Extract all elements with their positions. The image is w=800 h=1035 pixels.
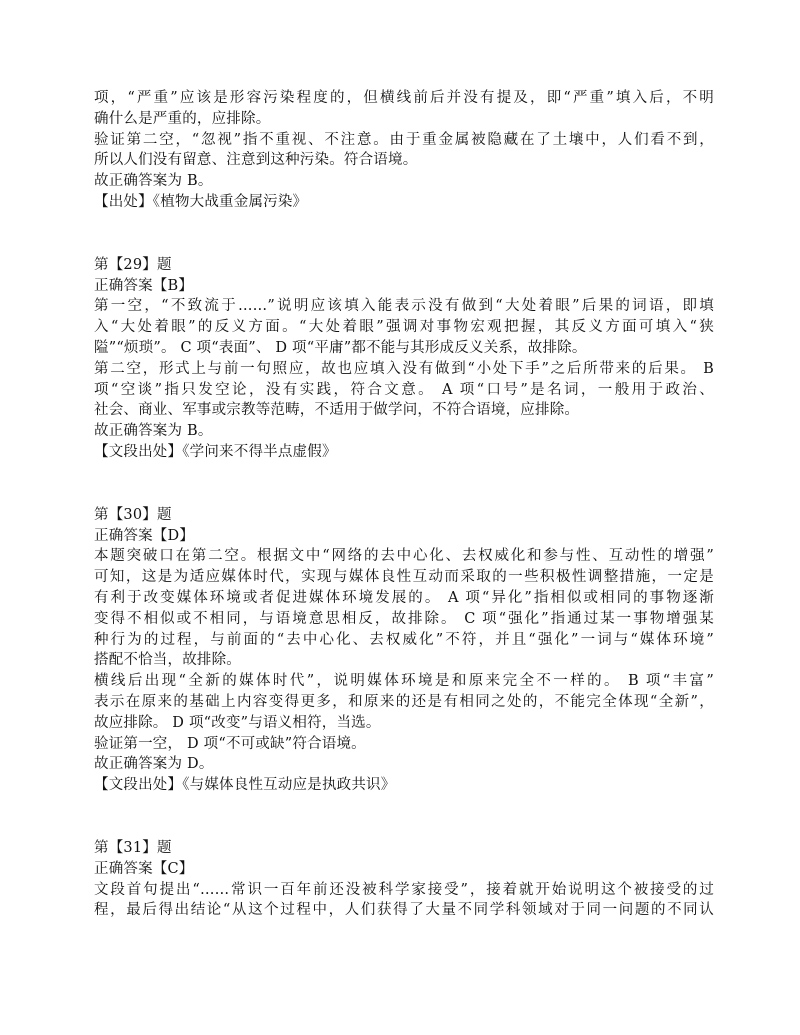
document-page [94,88,714,921]
explanation-line: 故应排除。 D 项“改变”与语义相符，当选。 [94,714,381,731]
question-title: 第【30】题 [94,506,172,523]
explanation-line: 第二空，形式上与前一句照应，故也应填入没有做到“小处下手”之后所带来的后果。 B [94,360,714,377]
explanation-line: 第一空，“不致流于……”说明应该填入能表示没有做到“大处着眼”后果的词语，即填 [94,298,714,315]
explanation-line: 入“大处着眼”的反义方面。“大处着眼”强调对事物宏观把握，其反义方面可填入“狭 [94,319,714,336]
explanation-line: 故正确答案为 D。 [94,756,214,773]
question-29 [94,255,714,463]
question-30 [94,505,714,796]
explanation-line: 验证第一空， D 项“不可或缺”符合语境。 [94,735,366,752]
explanation-line: 本题突破口在第二空。根据文中“网络的去中心化、去权威化和参与性、互动性的增强” [94,548,714,565]
intro-line: 故正确答案为 B。 [94,173,213,190]
source-line: 【文段出处】《学问来不得半点虚假》 [94,443,337,460]
explanation-line: 社会、商业、军事或宗教等范畴，不适用于做学问，不符合语境，应排除。 [94,402,580,419]
explanation-line: 变得不相似或不相同，与语境意思相反，故排除。 C 项“强化”指通过某一事物增强某 [94,610,714,627]
explanation-line: 种行为的过程，与前面的“去中心化、去权威化”不符，并且“强化”一词与“媒体环境” [94,631,714,648]
explanation-line: 程，最后得出结论“从这个过程中，人们获得了大量不同学科领域对于同一问题的不同认 [94,902,714,919]
correct-answer: 正确答案【D】 [94,527,195,544]
question-31 [94,838,714,921]
intro-source: 【出处】《植物大战重金属污染》 [94,193,308,210]
explanation-line: 项“空谈”指只发空论，没有实践，符合文意。 A 项“口号”是名词，一般用于政治、 [94,381,714,398]
question-title: 第【31】题 [94,839,172,856]
explanation-line: 表示在原来的基础上内容变得更多，和原来的还是有相同之处的，不能完全体现“全新”， [94,693,714,710]
intro-line: 项，“严重”应该是形容污染程度的，但横线前后并没有提及，即“严重”填入后，不明 [94,90,714,106]
intro-line: 验证第二空，“忽视”指不重视、不注意。由于重金属被隐藏在了土壤中，人们看不到， [94,131,714,148]
explanation-line: 横线后出现“全新的媒体时代”，说明媒体环境是和原来完全不一样的。 B 项“丰富” [94,673,714,690]
explanation-line: 有利于改变媒体环境或者促进媒体环境发展的。 A 项“异化”指相似或相同的事物逐渐 [94,589,714,606]
question-title: 第【29】题 [94,256,172,273]
explanation-line: 可知，这是为适应媒体时代，实现与媒体良性互动而采取的一些积极性调整措施，一定是 [94,569,714,586]
explanation-line: 故正确答案为 B。 [94,423,213,440]
explanation-line: 隘”“烦琐”。 C 项“表面”、 D 项“平庸”都不能与其形成反义关系，故排除。 [94,339,587,356]
correct-answer: 正确答案【B】 [94,277,194,294]
explanation-line: 文段首句提出“……常识一百年前还没被科学家接受”，接着就开始说明这个被接受的过 [94,881,714,898]
intro-section [94,88,714,213]
explanation-line: 搭配不恰当，故排除。 [94,652,241,669]
source-line: 【文段出处】《与媒体良性互动应是执政共识》 [94,777,396,794]
intro-line: 确什么是严重的，应排除。 [94,110,271,127]
intro-line: 所以人们没有留意、注意到这种污染。符合语境。 [94,152,418,169]
correct-answer: 正确答案【C】 [94,860,194,877]
